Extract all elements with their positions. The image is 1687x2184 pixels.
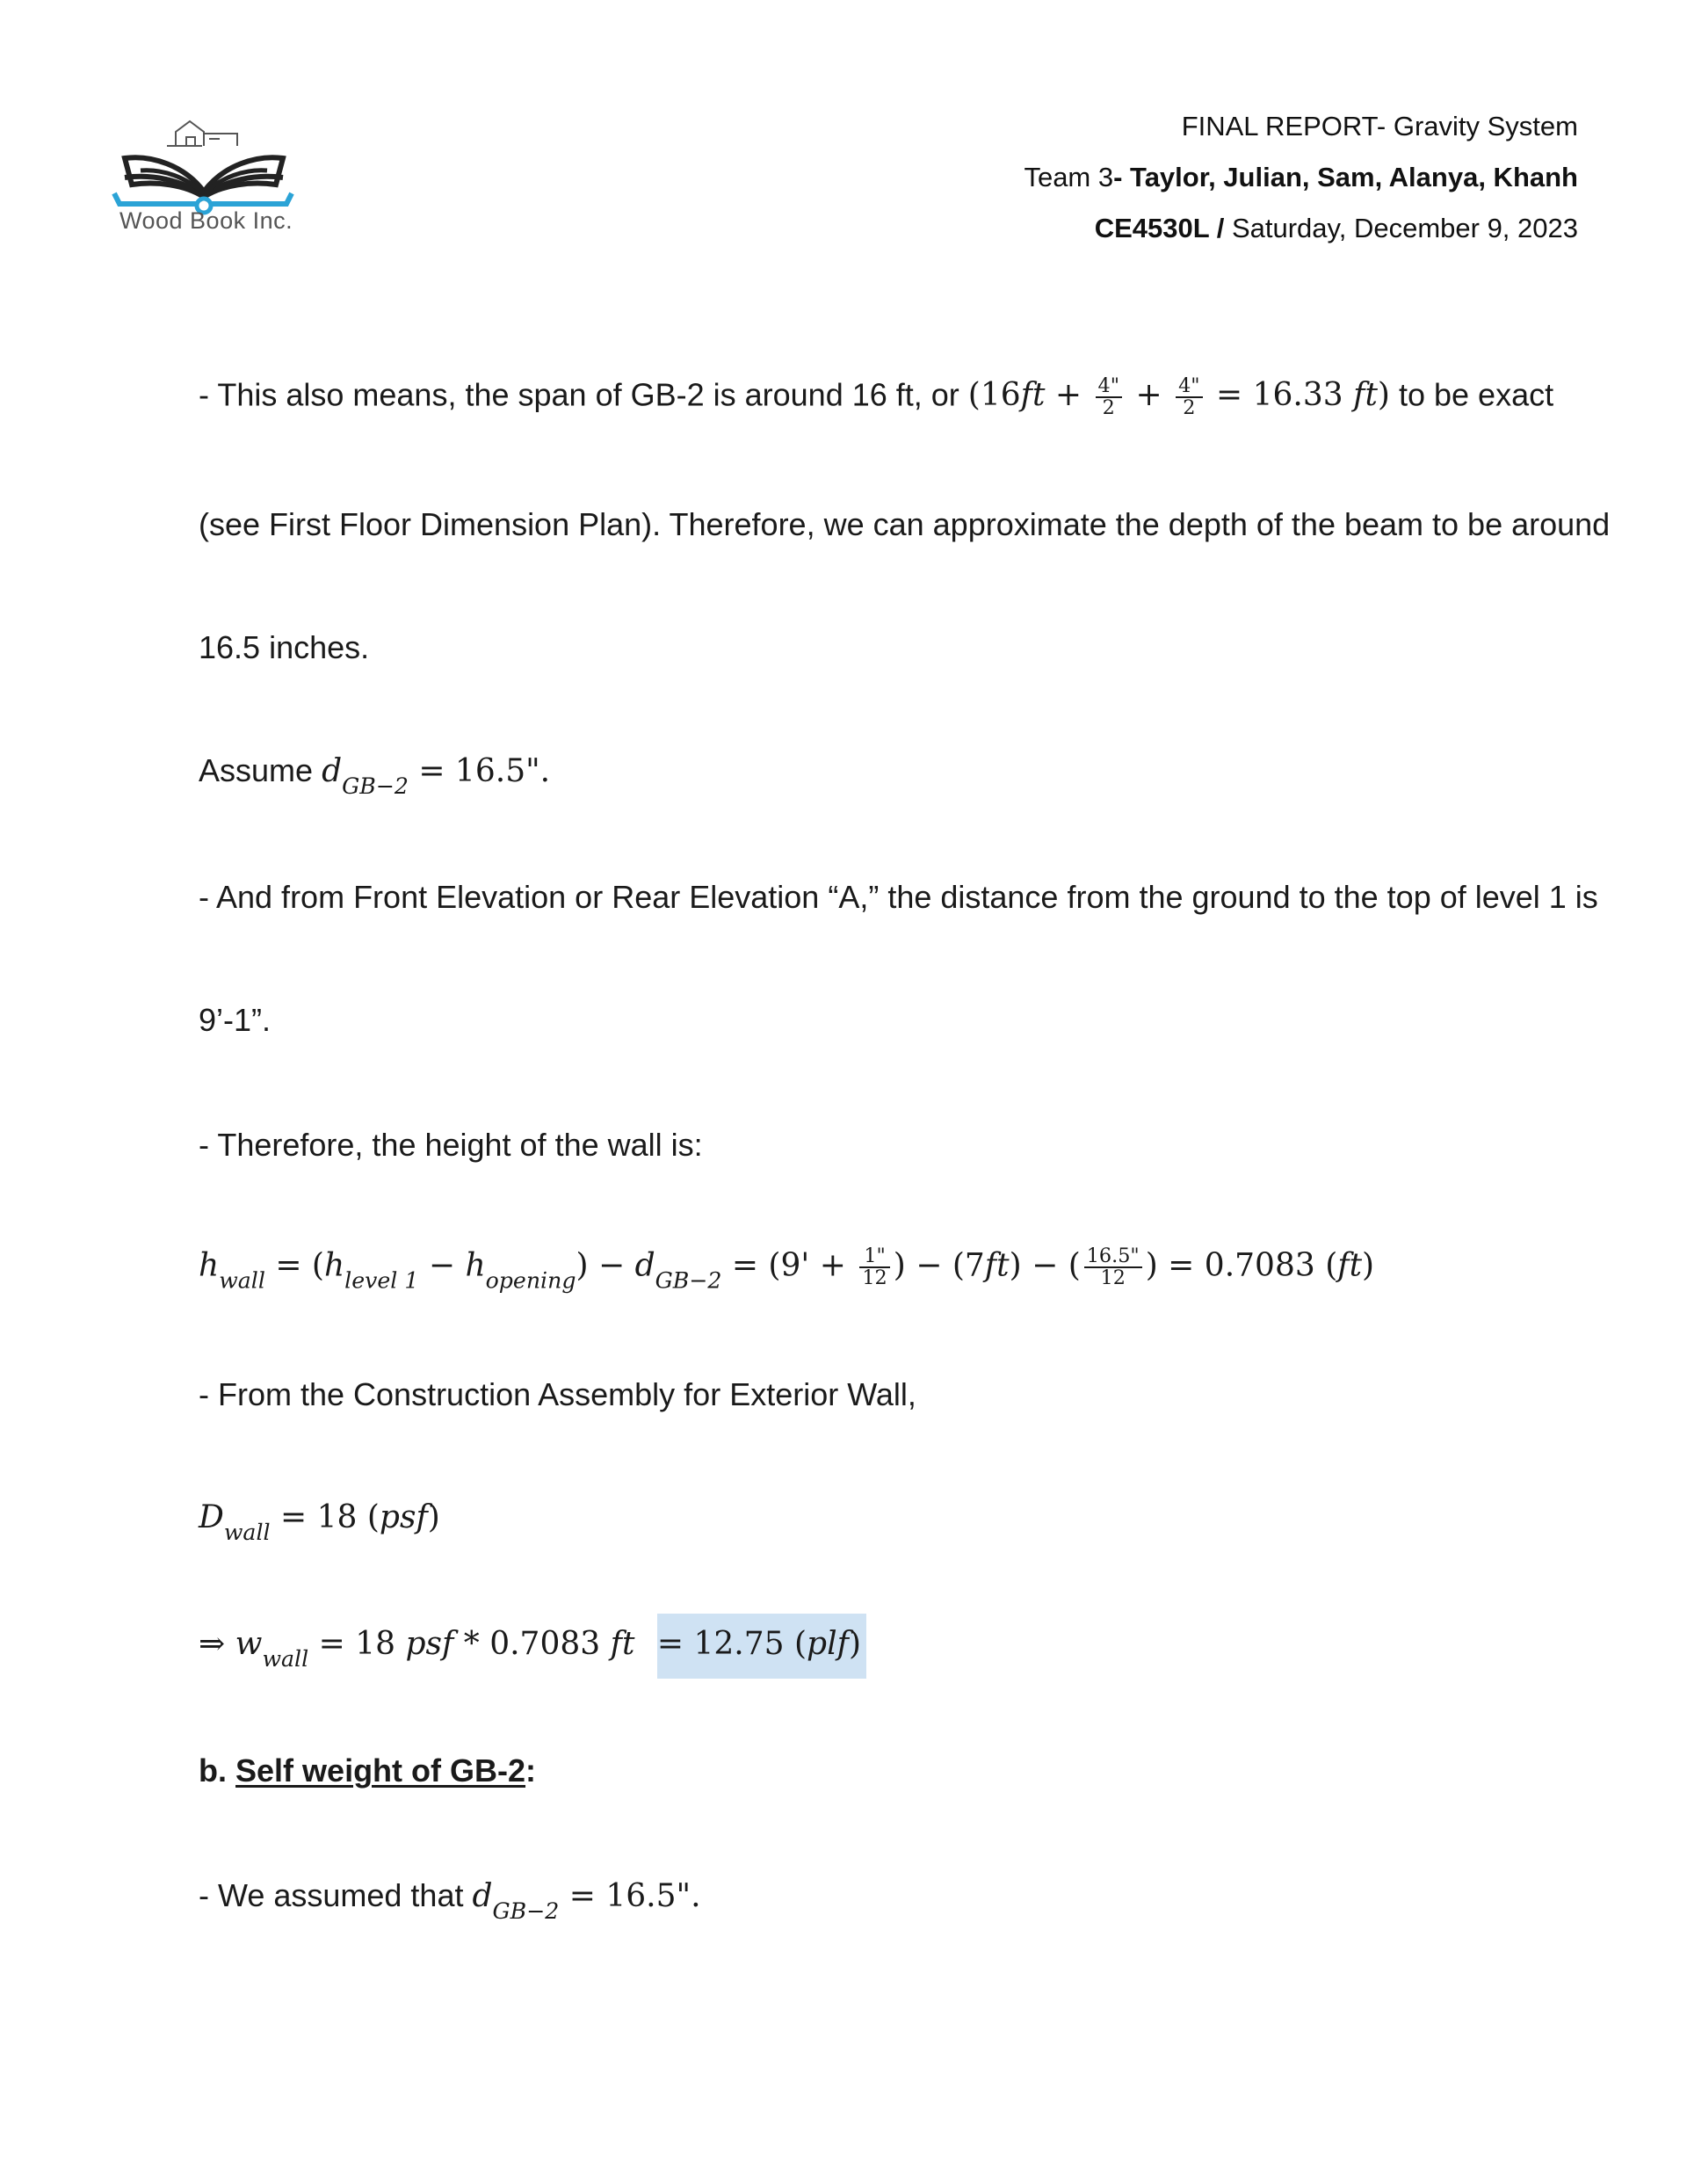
assume-depth: Assume $d_{GB-2} = 16.5$".: [199, 752, 551, 799]
wall-load-result: = 12.75 (plf): [656, 1626, 861, 1662]
paragraph-elevation-value: 9’-1”.: [199, 1002, 272, 1038]
paragraph-assumed-depth: - We assumed that $d_{GB-2} = 16.5$".: [199, 1877, 701, 1924]
header-course-date: CE4530L / Saturday, December 9, 2023: [1094, 213, 1578, 243]
header-title: FINAL REPORT- Gravity System: [1181, 111, 1578, 141]
paragraph-depth-cont: 16.5 inches.: [199, 629, 370, 665]
paragraph-span: - This also means, the span of GB-2 is around 16 ft, or (16ft + $\frac{4"}{2}$ + $\frac{4"}{2}$ = 16.33 ft) to be exact: [199, 374, 1554, 420]
equation-wall-height: $h_{wall} = (h_{level 1} - h_{opening}) - d_{GB-2} = (9'$ + $\frac{1"}{12}$ ) − (7ft) − ( $\frac{16.5"}{12}$ ) = 0.7083 (ft): [199, 1244, 1375, 1294]
section-heading-self-weight: b. Self weight of GB-2:: [199, 1752, 537, 1789]
equation-dead-load: $D_{wall} = 18$ (psf): [199, 1499, 440, 1545]
paragraph-depth: (see First Floor Dimension Plan). Therefore, we can approximate the depth of the beam to be around: [199, 506, 1611, 542]
header-team: Team 3- Taylor, Julian, Sam, Alanya, Khanh: [1024, 162, 1578, 192]
paragraph-elevation: - And from Front Elevation or Rear Elevation “A,” the distance from the ground to the top of level 1 is: [199, 879, 1598, 915]
equation-wall-load: ⇒ $w_{wall} = 18$ psf * 0.7083 ft = 12.75 (plf): [199, 1626, 861, 1672]
paragraph-construction-assembly: - From the Construction Assembly for Exterior Wall,: [199, 1376, 916, 1412]
logo-text: Wood Book Inc.: [119, 207, 293, 234]
paragraph-wall-height: - Therefore, the height of the wall is:: [199, 1127, 703, 1163]
